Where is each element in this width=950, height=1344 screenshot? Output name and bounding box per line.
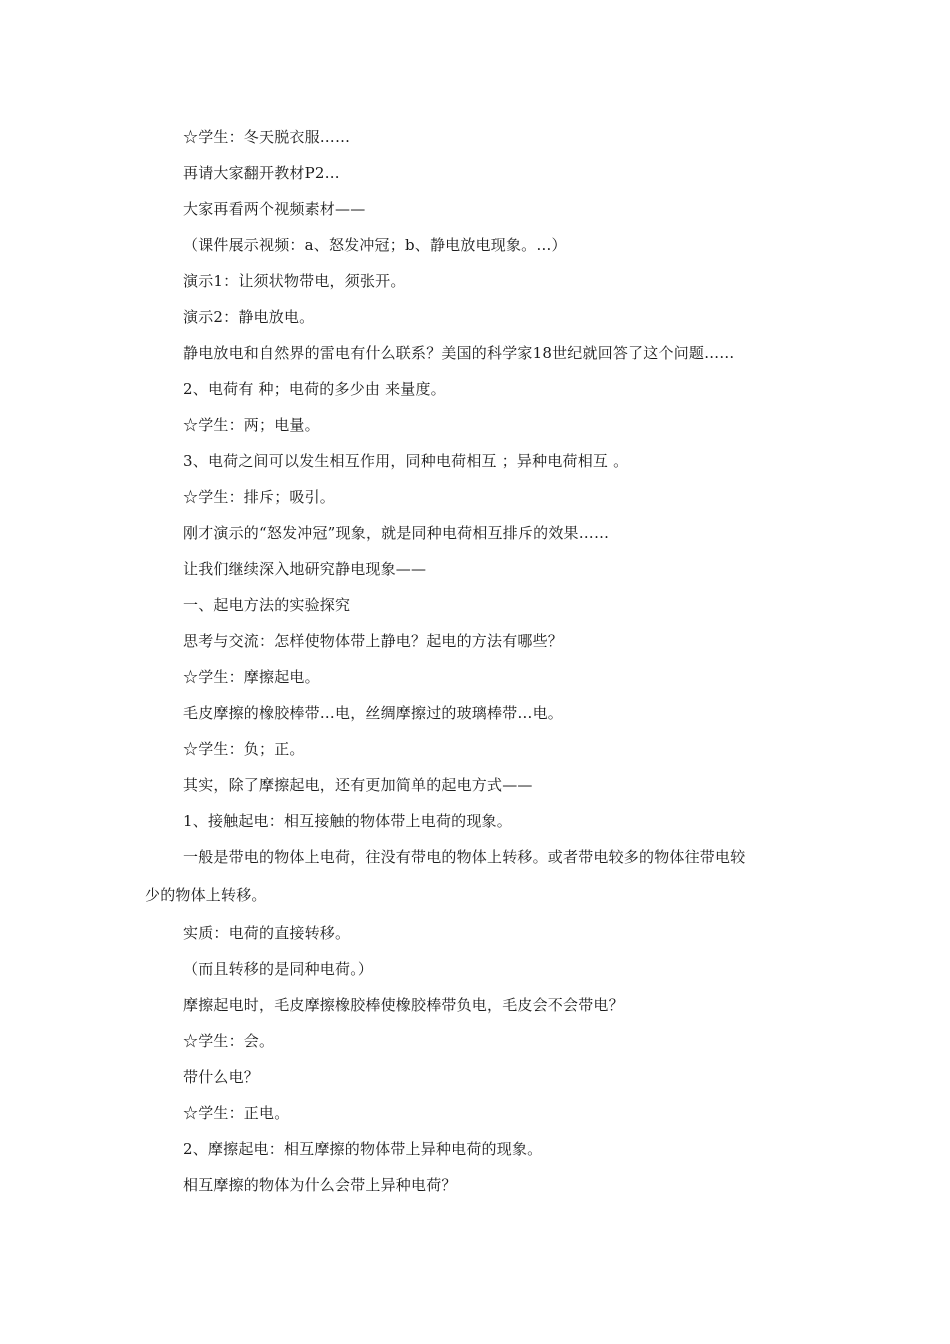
paragraph-line: 毛皮摩擦的橡胶棒带…电，丝绸摩擦过的玻璃棒带…电。	[183, 704, 564, 722]
paragraph-line: ☆学生：冬天脱衣服……	[183, 128, 351, 146]
paragraph-line: 摩擦起电时，毛皮摩擦橡胶棒使橡胶棒带负电，毛皮会不会带电？	[183, 996, 624, 1014]
paragraph-line: 2、摩擦起电：相互摩擦的物体带上异种电荷的现象。	[183, 1140, 543, 1158]
paragraph-line: 一般是带电的物体上电荷，往没有带电的物体上转移。或者带电较多的物体往带电较	[183, 848, 746, 866]
paragraph-line: 2、电荷有 种；电荷的多少由 来量度。	[183, 380, 446, 398]
paragraph-line: ☆学生：会。	[183, 1032, 275, 1050]
paragraph-line: ☆学生：摩擦起电。	[183, 668, 320, 686]
paragraph-line: 演示2：静电放电。	[183, 308, 315, 326]
paragraph-line: （课件展示视频：a、怒发冲冠；b、静电放电现象。…）	[183, 236, 567, 254]
paragraph-line: 1、接触起电：相互接触的物体带上电荷的现象。	[183, 812, 512, 830]
paragraph-line: ☆学生：排斥；吸引。	[183, 488, 336, 506]
paragraph-line: 刚才演示的“怒发冲冠”现象，就是同种电荷相互排斥的效果……	[183, 524, 610, 542]
paragraph-line: 思考与交流：怎样使物体带上静电？起电的方法有哪些？	[183, 632, 564, 650]
paragraph-line: （而且转移的是同种电荷。）	[183, 960, 374, 978]
section-heading: 一、起电方法的实验探究	[183, 596, 351, 614]
paragraph-line: ☆学生：负；正。	[183, 740, 305, 758]
paragraph-line: 演示1：让须状物带电，须张开。	[183, 272, 406, 290]
paragraph-line: 再请大家翻开教材P2…	[183, 164, 340, 182]
paragraph-line: 实质：电荷的直接转移。	[183, 924, 351, 942]
paragraph-line: 其实，除了摩擦起电，还有更加简单的起电方式——	[183, 776, 533, 794]
paragraph-line: ☆学生：两；电量。	[183, 416, 320, 434]
paragraph-line: 让我们继续深入地研究静电现象——	[183, 560, 427, 578]
paragraph-line: ☆学生：正电。	[183, 1104, 290, 1122]
paragraph-line: 相互摩擦的物体为什么会带上异种电荷？	[183, 1176, 457, 1194]
paragraph-line: 大家再看两个视频素材——	[183, 200, 366, 218]
paragraph-line: 静电放电和自然界的雷电有什么联系？美国的科学家18世纪就回答了这个问题……	[183, 344, 735, 362]
paragraph-line: 3、电荷之间可以发生相互作用，同种电荷相互 ；异种电荷相互 。	[183, 452, 629, 470]
paragraph-line: 带什么电？	[183, 1068, 260, 1086]
paragraph-line-continued: 少的物体上转移。	[145, 886, 267, 904]
